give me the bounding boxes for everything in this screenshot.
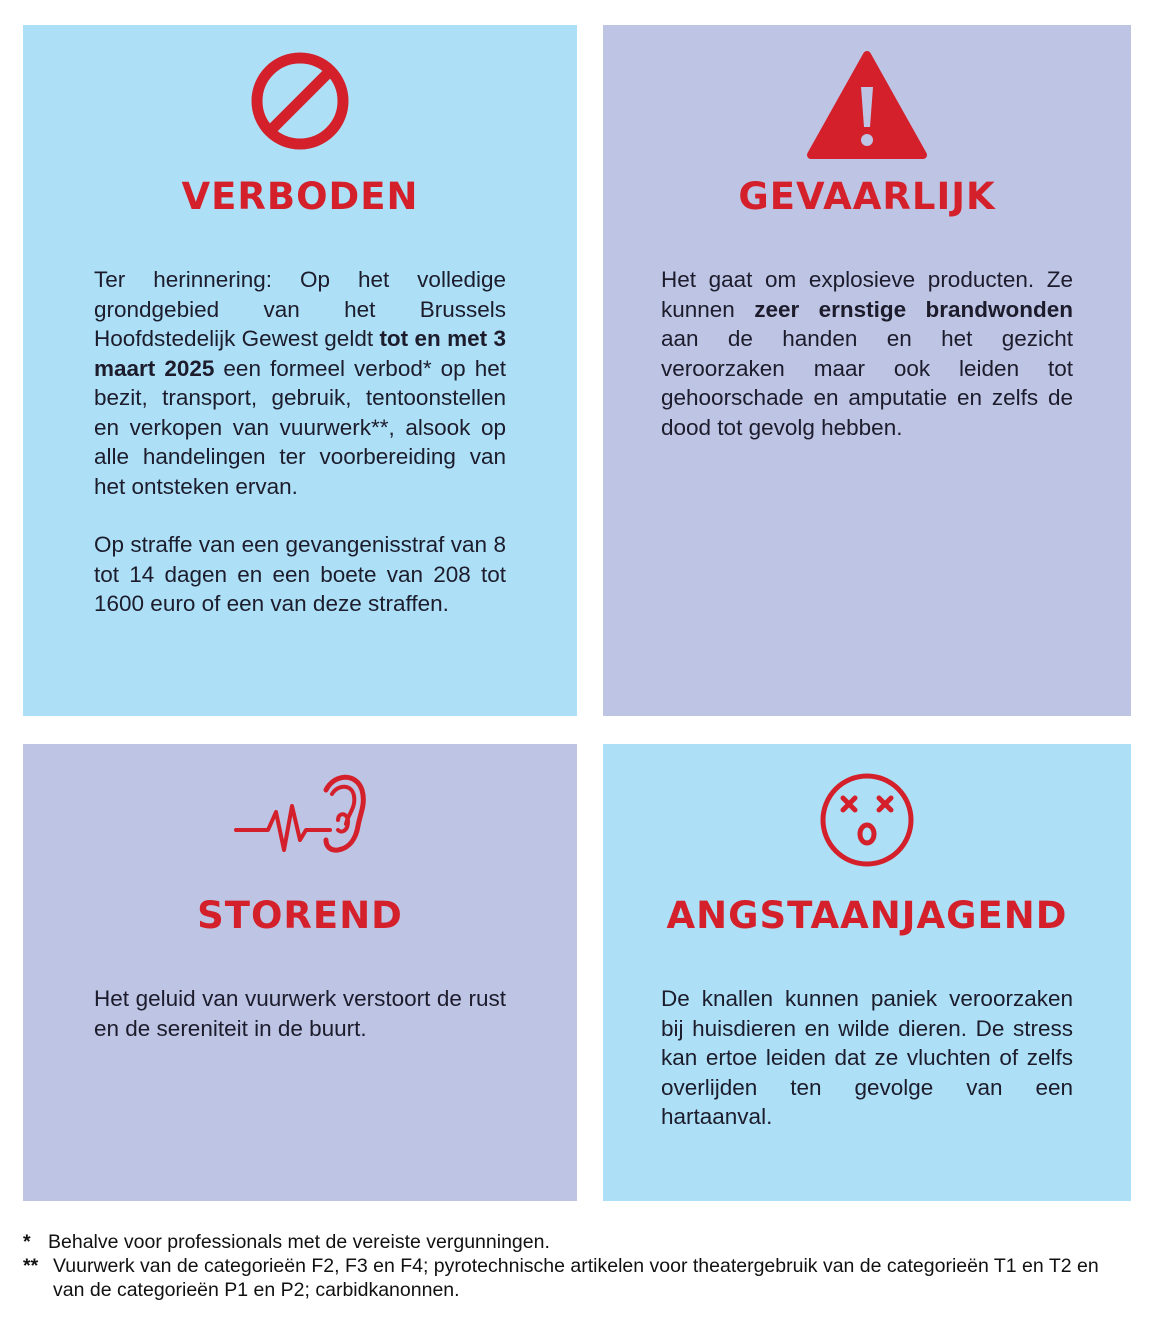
panel-title: ANGSTAANJAGEND [666, 894, 1068, 937]
paragraph: Het geluid van vuurwerk verstoort de rust en de sereniteit in de buurt. [94, 986, 506, 1041]
ear-sound-wave-icon [234, 768, 366, 868]
panel-storend [23, 744, 577, 1201]
paragraph: Op straffe van een gevangenisstraf van 8 tot 14 dagen en een boete van 208 tot 1600 euro of een van deze straffen. [94, 532, 506, 616]
footnote-text: Vuurwerk van de categorieën F2, F3 en F4; pyrotechnische artikelen voor theatergebruik van de categorieën T1 en T2 en van de categorieën P1 en P2; carbidkanonnen. [53, 1255, 1099, 1301]
footnotes [23, 1230, 1123, 1302]
warning-triangle-icon [805, 49, 929, 161]
panel-title: VERBODEN [181, 175, 419, 218]
panel-body [94, 265, 506, 619]
panel-body [661, 984, 1073, 1132]
paragraph: De knallen kunnen paniek veroorzaken bij huisdieren en wilde dieren. De stress kan ertoe leiden dat ze vluchten of zelfs overlijden ten gevolge van een hartaanval. [661, 986, 1073, 1129]
paragraph: Ter herinnering: Op het volledige grondgebied van het Brussels Hoofdstedelijk Gewest geldt tot en met 3 maart 2025 een formeel verbod* op het bezit, transport, gebruik, tentoonstellen en verkopen van vuurwerk**, alsook op alle handelingen ter voorbereiding van het ontsteken ervan. [94, 267, 506, 499]
footnote-text: Behalve voor professionals met de vereiste vergunningen. [48, 1231, 550, 1253]
paragraph: Het gaat om explosieve producten. Ze kunnen zeer ernstige brandwonden aan de handen en het gezicht veroorzaken maar ook leiden tot gehoorschade en amputatie en zelfs de dood tot gevolg hebben. [661, 267, 1073, 440]
shocked-face-icon [817, 772, 917, 868]
panel-gevaarlijk [603, 25, 1131, 716]
panel-body [94, 984, 506, 1043]
footnote-mark: * [23, 1231, 31, 1253]
panel-title: STOREND [197, 894, 403, 937]
panel-verboden [23, 25, 577, 716]
prohibited-icon [250, 51, 350, 151]
footnote-mark: ** [23, 1255, 39, 1277]
panel-title: GEVAARLIJK [738, 175, 996, 218]
footnote [23, 1254, 1123, 1302]
panel-angstaanjagend [603, 744, 1131, 1201]
panel-body [661, 265, 1073, 442]
footnote [23, 1230, 1123, 1254]
